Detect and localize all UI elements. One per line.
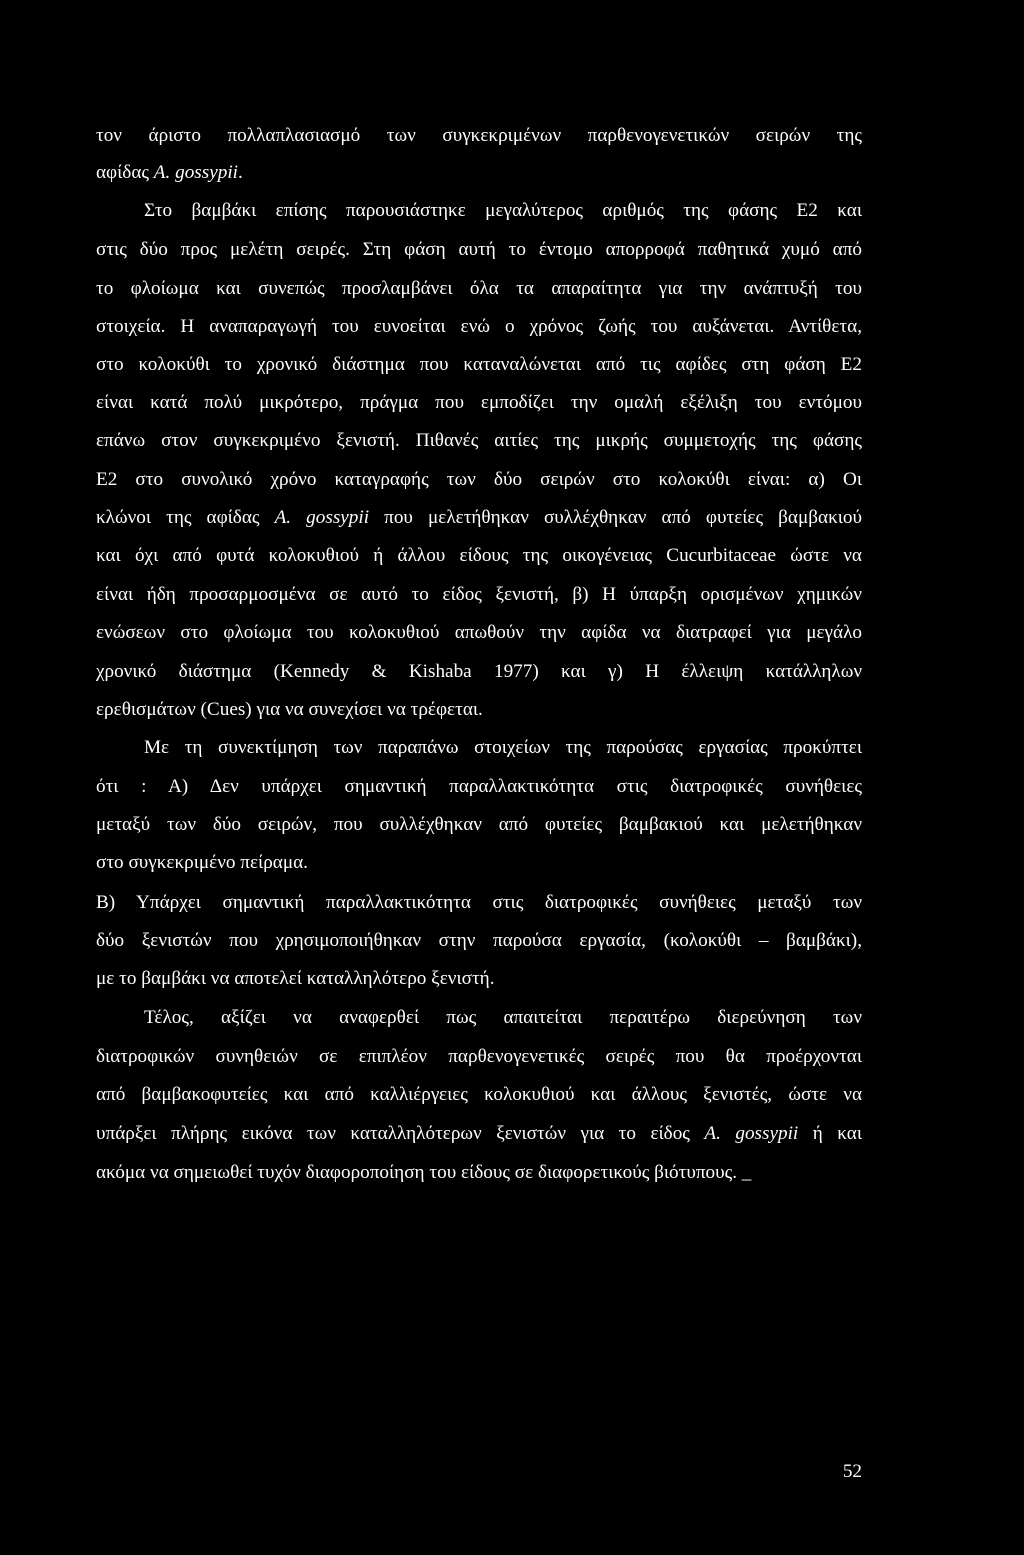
- text-segment: στο κολοκύθι το χρονικό διάστημα που καταναλώνεται από τις αφίδες στη φάση Ε2: [96, 354, 862, 375]
- text-segment: ότι : Α) Δεν υπάρχει σημαντική παραλλακτικότητα στις διατροφικές συνήθειες: [96, 776, 862, 797]
- text-segment: διατροφικών συνηθειών σε επιπλέον παρθενογενετικές σειρές που θα προέρχονται: [96, 1046, 862, 1067]
- text-line: [96, 967, 862, 991]
- text-line: [96, 583, 862, 607]
- text-line: [96, 277, 862, 301]
- text-segment: Τέλος, αξίζει να αναφερθεί πως απαιτείται περαιτέρω διερεύνηση των: [144, 1007, 862, 1028]
- text-line: [144, 199, 862, 223]
- text-segment: στο συγκεκριμένο πείραμα.: [96, 852, 308, 873]
- text-line: [96, 544, 862, 568]
- text-line: [96, 391, 862, 415]
- text-line: [96, 506, 862, 530]
- text-segment: και όχι από φυτά κολοκυθιού ή άλλου είδους της οικογένειας Cucurbitaceae ώστε να: [96, 545, 862, 566]
- text-segment: από βαμβακοφυτείες και από καλλιέργειες κολοκυθιού και άλλους ξενιστές, ώστε να: [96, 1084, 862, 1105]
- text-line: [96, 1083, 862, 1107]
- text-line: [96, 1161, 862, 1185]
- text-segment: υπάρξει πλήρης εικόνα των καταλληλότερων ξενιστών για το είδος: [96, 1123, 705, 1144]
- text-segment: κλώνοι της αφίδας: [96, 507, 275, 528]
- species-name: A. gossypii: [704, 1123, 799, 1144]
- text-line: [96, 1045, 862, 1069]
- page-number: 52: [842, 1461, 862, 1482]
- text-line: [96, 929, 862, 953]
- text-line: [96, 468, 862, 492]
- text-segment: είναι ήδη προσαρμοσμένα σε αυτό το είδος ξενιστή, β) Η ύπαρξη ορισμένων χημικών: [96, 584, 862, 605]
- text-segment: ενώσεων στο φλοίωμα του κολοκυθιού απωθούν την αφίδα να διατραφεί για μεγάλο: [96, 622, 862, 643]
- text-line: [96, 698, 862, 722]
- text-segment: δύο ξενιστών που χρησιμοποιήθηκαν στην παρούσα εργασία, (κολοκύθι – βαμβάκι),: [96, 930, 862, 951]
- text-line: [96, 851, 862, 875]
- text-segment: ερεθισμάτων (Cues) για να συνεχίσει να τρέφεται.: [96, 699, 483, 720]
- text-segment: στοιχεία. Η αναπαραγωγή του ευνοείται ενώ ο χρόνος ζωής του αυξάνεται. Αντίθετα,: [96, 316, 862, 337]
- text-line: [96, 775, 862, 799]
- text-segment: αφίδας: [96, 162, 154, 183]
- text-segment: Ε2 στο συνολικό χρόνο καταγραφής των δύο σειρών στο κολοκύθι είναι: α) Οι: [96, 469, 862, 490]
- text-segment: .: [238, 162, 243, 183]
- text-line: [96, 238, 862, 262]
- text-line: [96, 429, 862, 453]
- text-segment: που μελετήθηκαν συλλέχθηκαν από φυτείες βαμβακιού: [369, 507, 862, 528]
- text-segment: στις δύο προς μελέτη σειρές. Στη φάση αυτή το έντομο απορροφά παθητικά χυμό από: [96, 239, 862, 260]
- text-segment: το φλοίωμα και συνεπώς προσλαμβάνει όλα τα απαραίτητα για την ανάπτυξή του: [96, 278, 862, 299]
- text-segment: χρονικό διάστημα (Kennedy & Kishaba 1977) και γ) Η έλλειψη κατάλληλων: [96, 661, 862, 682]
- text-line: [96, 1122, 862, 1146]
- text-segment: ακόμα να σημειωθεί τυχόν διαφοροποίηση του είδους σε διαφορετικούς βιότυπους. _: [96, 1162, 752, 1183]
- text-line: [96, 891, 862, 915]
- text-line: [96, 813, 862, 837]
- text-segment: Β) Υπάρχει σημαντική παραλλακτικότητα στις διατροφικές συνήθειες μεταξύ των: [96, 892, 862, 913]
- text-segment: Με τη συνεκτίμηση των παραπάνω στοιχείων της παρούσας εργασίας προκύπτει: [144, 737, 862, 758]
- text-line: [96, 124, 862, 148]
- text-segment: επάνω στον συγκεκριμένο ξενιστή. Πιθανές αιτίες της μικρής συμμετοχής της φάσης: [96, 430, 862, 451]
- text-line: [96, 315, 862, 339]
- species-name: A. gossypii: [274, 507, 370, 528]
- text-line: [144, 736, 862, 760]
- text-line: [144, 1006, 862, 1030]
- text-line: [96, 161, 862, 185]
- text-segment: Στο βαμβάκι επίσης παρουσιάστηκε μεγαλύτερος αριθμός της φάσης Ε2 και: [144, 200, 862, 221]
- text-segment: τον άριστο πολλαπλασιασμό των συγκεκριμένων παρθενογενετικών σειρών της: [96, 125, 862, 146]
- text-segment: μεταξύ των δύο σειρών, που συλλέχθηκαν από φυτείες βαμβακιού και μελετήθηκαν: [96, 814, 862, 835]
- text-segment: είναι κατά πολύ μικρότερο, πράγμα που εμποδίζει την ομαλή εξέλιξη του εντόμου: [96, 392, 862, 413]
- text-segment: με το βαμβάκι να αποτελεί καταλληλότερο ξενιστή.: [96, 968, 495, 989]
- text-line: [96, 660, 862, 684]
- text-line: [96, 621, 862, 645]
- text-segment: ή και: [798, 1123, 862, 1144]
- text-line: [96, 353, 862, 377]
- species-name: A. gossypii: [153, 162, 238, 183]
